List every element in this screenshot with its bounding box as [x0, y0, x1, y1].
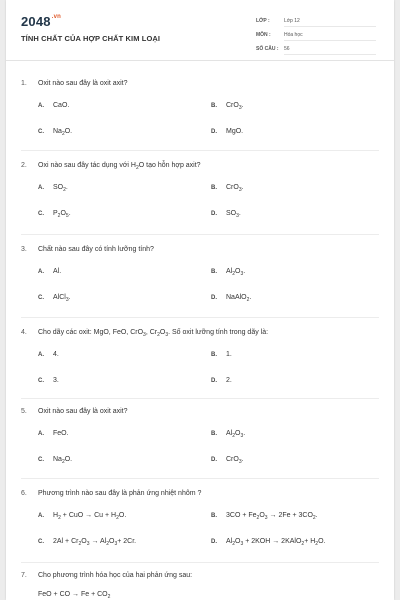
question-text: Oxit nào sau đây là oxit axit? [38, 80, 128, 87]
divider [21, 562, 379, 563]
option-c[interactable]: C. 3. [38, 377, 59, 384]
divider [21, 234, 379, 235]
option-c[interactable]: C. $P_2O_5$. [38, 210, 71, 219]
question-text: Oxi nào sau đây tác dụng với $H_2O$ tạo hỗn hợp axit? [38, 162, 201, 171]
option-a[interactable]: A. $SO_2$. [38, 184, 68, 193]
option-c[interactable]: C. $2Al + Cr_2O_3 \to Al_2O_3+ 2Cr$. [38, 538, 137, 547]
option-a[interactable]: A. CaO. [38, 102, 70, 109]
header [6, 0, 394, 61]
option-d[interactable]: D. $SO_3$. [211, 210, 241, 219]
document-title: TÍNH CHẤT CỦA HỢP CHẤT KIM LOẠI [21, 34, 161, 43]
option-b[interactable]: B. 1. [211, 351, 232, 358]
option-b[interactable]: B. $Al_2O_3$. [211, 430, 246, 439]
option-c[interactable]: C. AlCl$_3$. [38, 294, 71, 303]
option-a[interactable]: A. FeO. [38, 430, 69, 437]
option-d[interactable]: D. CrO$_3$. [211, 456, 244, 465]
option-a[interactable]: A. 4. [38, 351, 59, 358]
option-c[interactable]: C. $Na_2O$. [38, 128, 73, 137]
option-d[interactable]: D. NaAlO$_2$. [211, 294, 252, 303]
option-c[interactable]: C. $Na_2O$. [38, 456, 73, 465]
divider [21, 150, 379, 151]
question-number: 3. [21, 246, 27, 253]
site-logo[interactable]: $2048^{.vn}$ [21, 14, 62, 29]
info-class: LỚP : Lớp 12 [256, 14, 376, 28]
question-text: Phương trình nào sau đây là phản ứng nhiệt nhôm ? [38, 490, 202, 497]
option-b[interactable]: B. $Al_2O_3$. [211, 268, 246, 277]
option-a[interactable]: A. $H_2$ + CuO → $Cu + H_2O$. [38, 512, 127, 521]
option-b[interactable]: B. $3CO + Fe_2O_3 \to 2Fe + 3CO_2$. [211, 512, 318, 521]
info-subject: MÔN : Hóa học [256, 28, 376, 42]
question-number: 5. [21, 408, 27, 415]
question-number: 2. [21, 162, 27, 169]
reaction-equation: FeO + CO → $Fe + CO_2$ [38, 591, 111, 600]
question-number: 6. [21, 490, 27, 497]
option-b[interactable]: B. CrO$_3$. [211, 102, 244, 111]
option-a[interactable]: A. Al. [38, 268, 62, 275]
option-d[interactable]: D. 2. [211, 377, 232, 384]
option-b[interactable]: B. CrO$_3$. [211, 184, 244, 193]
divider [21, 478, 379, 479]
question-number: 7. [21, 572, 27, 579]
document-page [6, 0, 394, 600]
divider [21, 317, 379, 318]
divider [21, 398, 379, 399]
question-text: Oxit nào sau đây là oxit axit? [38, 408, 128, 415]
question-text: Cho phương trình hóa học của hai phản ứng sau: [38, 572, 193, 579]
question-number: 4. [21, 329, 27, 336]
question-text: Cho dãy các oxit: MgO, FeO, CrO$_3$, $Cr_2O_3$. Số oxit lưỡng tính trong dãy là: [38, 329, 269, 338]
info-count: SỐ CÂU : 56 [256, 42, 376, 56]
option-d[interactable]: D. MgO. [211, 128, 244, 135]
question-text: Chất nào sau đây có tính lưỡng tính? [38, 246, 154, 253]
question-number: 1. [21, 80, 27, 87]
option-d[interactable]: D. $Al_2O_3 + 2KOH$ → 2KAlO$_2$+ $H_2O$. [211, 538, 326, 547]
